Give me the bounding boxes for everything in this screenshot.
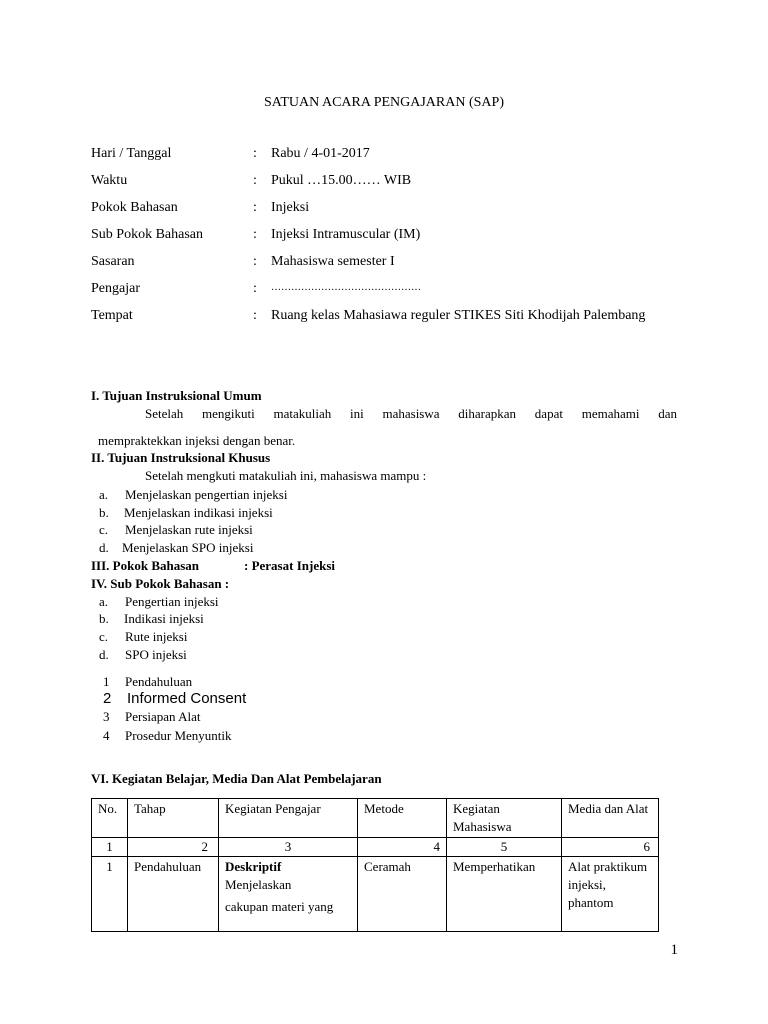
list-item: Menjelaskan pengertian injeksi bbox=[125, 487, 288, 502]
table-cell-metode: Ceramah bbox=[358, 857, 447, 932]
table-header-cell: Tahap bbox=[128, 799, 219, 838]
table-header-row bbox=[92, 799, 659, 838]
info-label-pokok: Pokok Bahasan bbox=[91, 200, 178, 215]
info-value-waktu: Pukul …15.00…… WIB bbox=[271, 173, 412, 188]
info-colon: : bbox=[253, 146, 257, 161]
section-heading-4: IV. Sub Pokok Bahasan : bbox=[91, 576, 230, 591]
section1-paragraph-line1 bbox=[145, 406, 677, 422]
numbered-marker: 4 bbox=[103, 728, 110, 743]
table-number-cell: 1 bbox=[92, 838, 128, 857]
list-item: Rute injeksi bbox=[125, 629, 188, 644]
info-colon: : bbox=[253, 281, 257, 296]
info-colon: : bbox=[253, 227, 257, 242]
word: mengikuti bbox=[202, 406, 255, 421]
section3-value: : Perasat Injeksi bbox=[244, 558, 335, 573]
info-label-sasaran: Sasaran bbox=[91, 254, 135, 269]
word: diharapkan bbox=[458, 406, 517, 421]
list-item: Pengertian injeksi bbox=[125, 594, 219, 609]
table-number-cell: 3 bbox=[219, 838, 358, 857]
word: mahasiswa bbox=[382, 406, 440, 421]
info-colon: : bbox=[253, 308, 257, 323]
numbered-marker: 2 bbox=[103, 690, 112, 707]
table-cell-mahasiswa: Memperhatikan bbox=[447, 857, 562, 932]
list-marker: c. bbox=[99, 629, 109, 644]
kegiatan-line: cakupan materi yang bbox=[225, 899, 334, 914]
section-heading-2: II. Tujuan Instruksional Khusus bbox=[91, 450, 271, 465]
table-header-cell: Media dan Alat bbox=[562, 799, 659, 838]
info-value-tempat: Ruang kelas Mahasiawa reguler STIKES Siti Khodijah Palembang bbox=[271, 308, 646, 323]
kegiatan-line: Menjelaskan bbox=[225, 877, 292, 892]
word: dan bbox=[658, 406, 677, 421]
list-item: SPO injeksi bbox=[125, 647, 187, 662]
list-marker: a. bbox=[99, 594, 109, 609]
list-marker: d. bbox=[99, 540, 109, 555]
list-marker: b. bbox=[99, 611, 109, 626]
info-value-pokok: Injeksi bbox=[271, 200, 310, 215]
page-number: 1 bbox=[670, 942, 678, 958]
table-cell-no: 1 bbox=[92, 857, 128, 932]
table-number-row bbox=[92, 838, 659, 857]
list-marker: b. bbox=[99, 505, 109, 520]
table-cell-kegiatan bbox=[219, 857, 358, 932]
numbered-item: Informed Consent bbox=[127, 690, 247, 707]
info-label-pengajar: Pengajar bbox=[91, 281, 140, 296]
kegiatan-bold-label: Deskriptif bbox=[225, 859, 282, 874]
section-heading-6: VI. Kegiatan Belajar, Media Dan Alat Pembelajaran bbox=[91, 771, 382, 786]
table-cell-media: Alat praktikum injeksi, phantom bbox=[562, 857, 659, 932]
page-title: SATUAN ACARA PENGAJARAN (SAP) bbox=[264, 95, 504, 110]
word: memahami bbox=[581, 406, 640, 421]
info-label-waktu: Waktu bbox=[91, 173, 128, 188]
list-item: Menjelaskan rute injeksi bbox=[125, 522, 253, 537]
word: Setelah bbox=[145, 406, 184, 421]
info-value-hari: Rabu / 4-01-2017 bbox=[271, 146, 370, 161]
list-marker: c. bbox=[99, 522, 109, 537]
numbered-item: Prosedur Menyuntik bbox=[125, 728, 232, 743]
section-heading-1: I. Tujuan Instruksional Umum bbox=[91, 388, 262, 403]
table-header-cell: Kegiatan Mahasiswa bbox=[447, 799, 562, 838]
info-colon: : bbox=[253, 200, 257, 215]
info-label-tempat: Tempat bbox=[91, 308, 133, 323]
numbered-marker: 1 bbox=[103, 674, 110, 689]
table-number-cell: 4 bbox=[358, 838, 447, 857]
table-header-cell: No. bbox=[92, 799, 128, 838]
section2-intro: Setelah mengkuti matakuliah ini, mahasiswa mampu : bbox=[145, 468, 427, 483]
word: matakuliah bbox=[273, 406, 332, 421]
info-value-pengajar: ……………………………………… bbox=[271, 282, 421, 293]
info-label-sub-pokok: Sub Pokok Bahasan bbox=[91, 227, 203, 242]
table-number-cell: 2 bbox=[128, 838, 219, 857]
word: dapat bbox=[534, 406, 563, 421]
table-number-cell: 5 bbox=[447, 838, 562, 857]
info-colon: : bbox=[253, 254, 257, 269]
info-label-hari: Hari / Tanggal bbox=[91, 146, 172, 161]
table-cell-tahap: Pendahuluan bbox=[128, 857, 219, 932]
list-item: Menjelaskan SPO injeksi bbox=[122, 540, 254, 555]
numbered-item: Persiapan Alat bbox=[125, 709, 201, 724]
word: ini bbox=[350, 406, 364, 421]
table-row bbox=[92, 857, 659, 932]
table-header-cell: Metode bbox=[358, 799, 447, 838]
numbered-item: Pendahuluan bbox=[125, 674, 193, 689]
kegiatan-table bbox=[91, 798, 659, 932]
list-marker: a. bbox=[99, 487, 109, 502]
table-header-cell: Kegiatan Pengajar bbox=[219, 799, 358, 838]
info-colon: : bbox=[253, 173, 257, 188]
info-value-sub-pokok: Injeksi Intramuscular (IM) bbox=[271, 227, 421, 242]
list-marker: d. bbox=[99, 647, 109, 662]
section1-paragraph-line2: mempraktekkan injeksi dengan benar. bbox=[98, 433, 296, 448]
table-number-cell: 6 bbox=[562, 838, 659, 857]
list-item: Indikasi injeksi bbox=[124, 611, 204, 626]
info-value-sasaran: Mahasiswa semester I bbox=[271, 254, 395, 269]
section-heading-3: III. Pokok Bahasan bbox=[91, 558, 200, 573]
numbered-marker: 3 bbox=[103, 709, 110, 724]
list-item: Menjelaskan indikasi injeksi bbox=[124, 505, 273, 520]
